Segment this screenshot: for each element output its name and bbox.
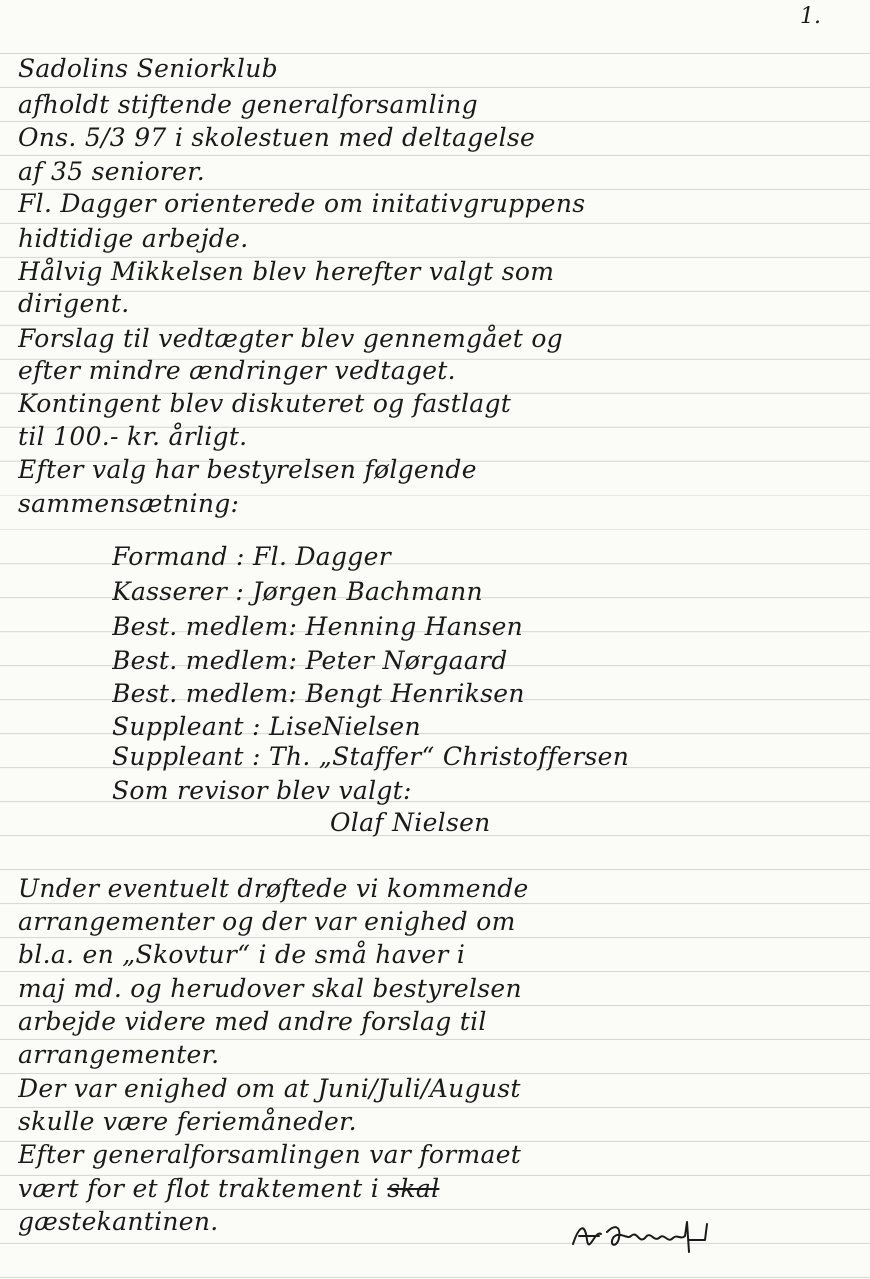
text-line: arbejde videre med andre forslag til	[18, 1007, 487, 1036]
text-line: Der var enighed om at Juni/Juli/August	[18, 1074, 521, 1103]
text-line: hidtidige arbejde.	[18, 224, 249, 253]
page-number: 1.	[800, 4, 821, 29]
text-line: dirigent.	[18, 289, 130, 318]
text-line: arrangementer.	[18, 1040, 220, 1069]
text-line: Fl. Dagger orienterede om initativgruppens	[18, 189, 586, 218]
text-line: Forslag til vedtægter blev gennemgået og	[18, 324, 563, 353]
text-line: afholdt stiftende generalforsamling	[18, 90, 478, 119]
text-line: Ons. 5/3 97 i skolestuen med deltagelse	[18, 123, 536, 152]
text-line: Kontingent blev diskuteret og fastlagt	[18, 389, 512, 418]
text-line: Hålvig Mikkelsen blev herefter valgt som	[18, 257, 555, 286]
text-line: gæstekantinen.	[18, 1207, 219, 1236]
text-segment: vært for et flot traktement i	[18, 1174, 380, 1203]
board-member-line: Best. medlem: Henning Hansen	[112, 612, 524, 641]
text-line: efter mindre ændringer vedtaget.	[18, 356, 456, 385]
board-member-line: Suppleant : LiseNielsen	[112, 712, 421, 741]
struck-word: skal	[387, 1174, 440, 1203]
text-line: Efter valg har bestyrelsen følgende	[18, 455, 477, 484]
board-member-line: Formand : Fl. Dagger	[112, 542, 391, 571]
text-line: skulle være feriemåneder.	[18, 1107, 357, 1136]
board-member-line: Best. medlem: Bengt Henriksen	[112, 679, 525, 708]
text-line: til 100.- kr. årligt.	[18, 422, 248, 451]
text-line: Under eventuelt drøftede vi kommende	[18, 874, 529, 903]
board-member-line: Som revisor blev valgt:	[112, 776, 412, 805]
text-line: Sadolins Seniorklub	[18, 54, 278, 83]
text-line: arrangementer og der var enighed om	[18, 907, 516, 936]
text-line: Efter generalforsamlingen var formaet	[18, 1140, 522, 1169]
revisor-name: Olaf Nielsen	[330, 808, 491, 837]
board-member-line: Kasserer : Jørgen Bachmann	[112, 577, 483, 606]
text-line: bl.a. en „Skovtur“ i de små haver i	[18, 940, 466, 969]
text-line: sammensætning:	[18, 489, 240, 518]
signature-icon	[565, 1200, 775, 1264]
text-line: af 35 seniorer.	[18, 157, 206, 186]
board-member-line: Best. medlem: Peter Nørgaard	[112, 646, 508, 675]
text-line: maj md. og herudover skal bestyrelsen	[18, 974, 522, 1003]
board-member-line: Suppleant : Th. „Staffer“ Christoffersen	[112, 742, 630, 771]
